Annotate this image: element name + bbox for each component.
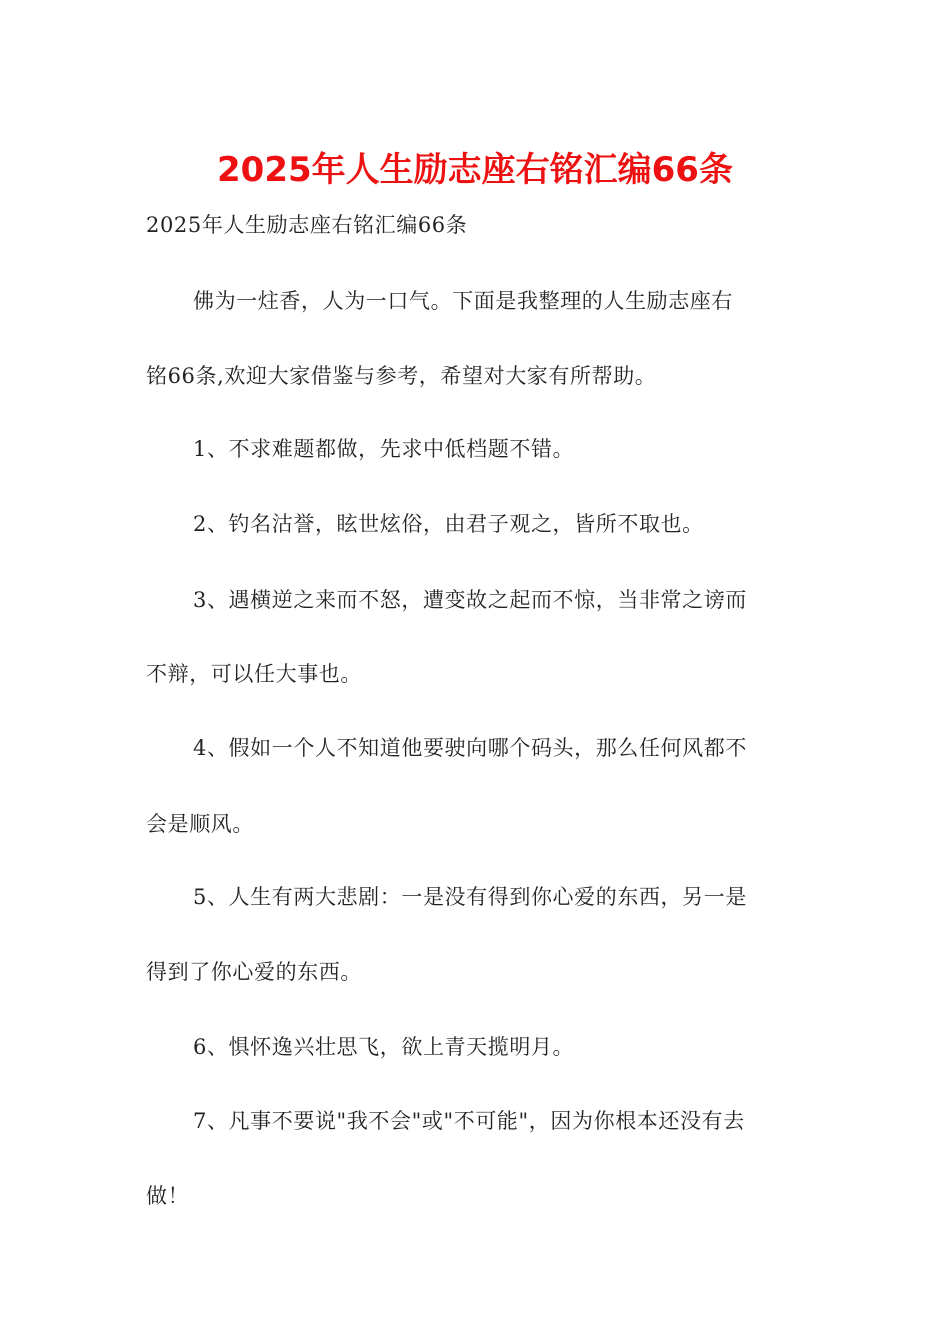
list-item-line: 不辩，可以任大事也。 bbox=[146, 662, 362, 686]
list-item-line: 7、凡事不要说"我不会"或"不可能"，因为你根本还没有去 bbox=[193, 1109, 745, 1133]
list-item-line: 得到了你心爱的东西。 bbox=[146, 960, 362, 984]
list-item-line: 3、遇横逆之来而不怒，遭变故之起而不惊，当非常之谤而 bbox=[193, 588, 747, 612]
list-item-line: 4、假如一个人不知道他要驶向哪个码头，那么任何风都不 bbox=[193, 736, 747, 760]
paragraph-line: 佛为一炷香，人为一口气。下面是我整理的人生励志座右 bbox=[193, 289, 733, 313]
list-item-line: 做！ bbox=[146, 1184, 190, 1208]
list-item-line: 6、惧怀逸兴壮思飞，欲上青天揽明月。 bbox=[193, 1035, 575, 1059]
document-title: 2025年人生励志座右铭汇编66条 bbox=[217, 150, 733, 190]
list-item-line: 5、人生有两大悲剧：一是没有得到你心爱的东西，另一是 bbox=[193, 885, 747, 909]
list-item-line: 2、钓名沽誉，眩世炫俗，由君子观之，皆所不取也。 bbox=[193, 512, 704, 536]
document-subtitle: 2025年人生励志座右铭汇编66条 bbox=[146, 213, 468, 237]
list-item-line: 会是顺风。 bbox=[146, 812, 254, 836]
paragraph-line: 铭66条,欢迎大家借鉴与参考，希望对大家有所帮助。 bbox=[146, 364, 657, 388]
list-item-line: 1、不求难题都做，先求中低档题不错。 bbox=[193, 437, 575, 461]
